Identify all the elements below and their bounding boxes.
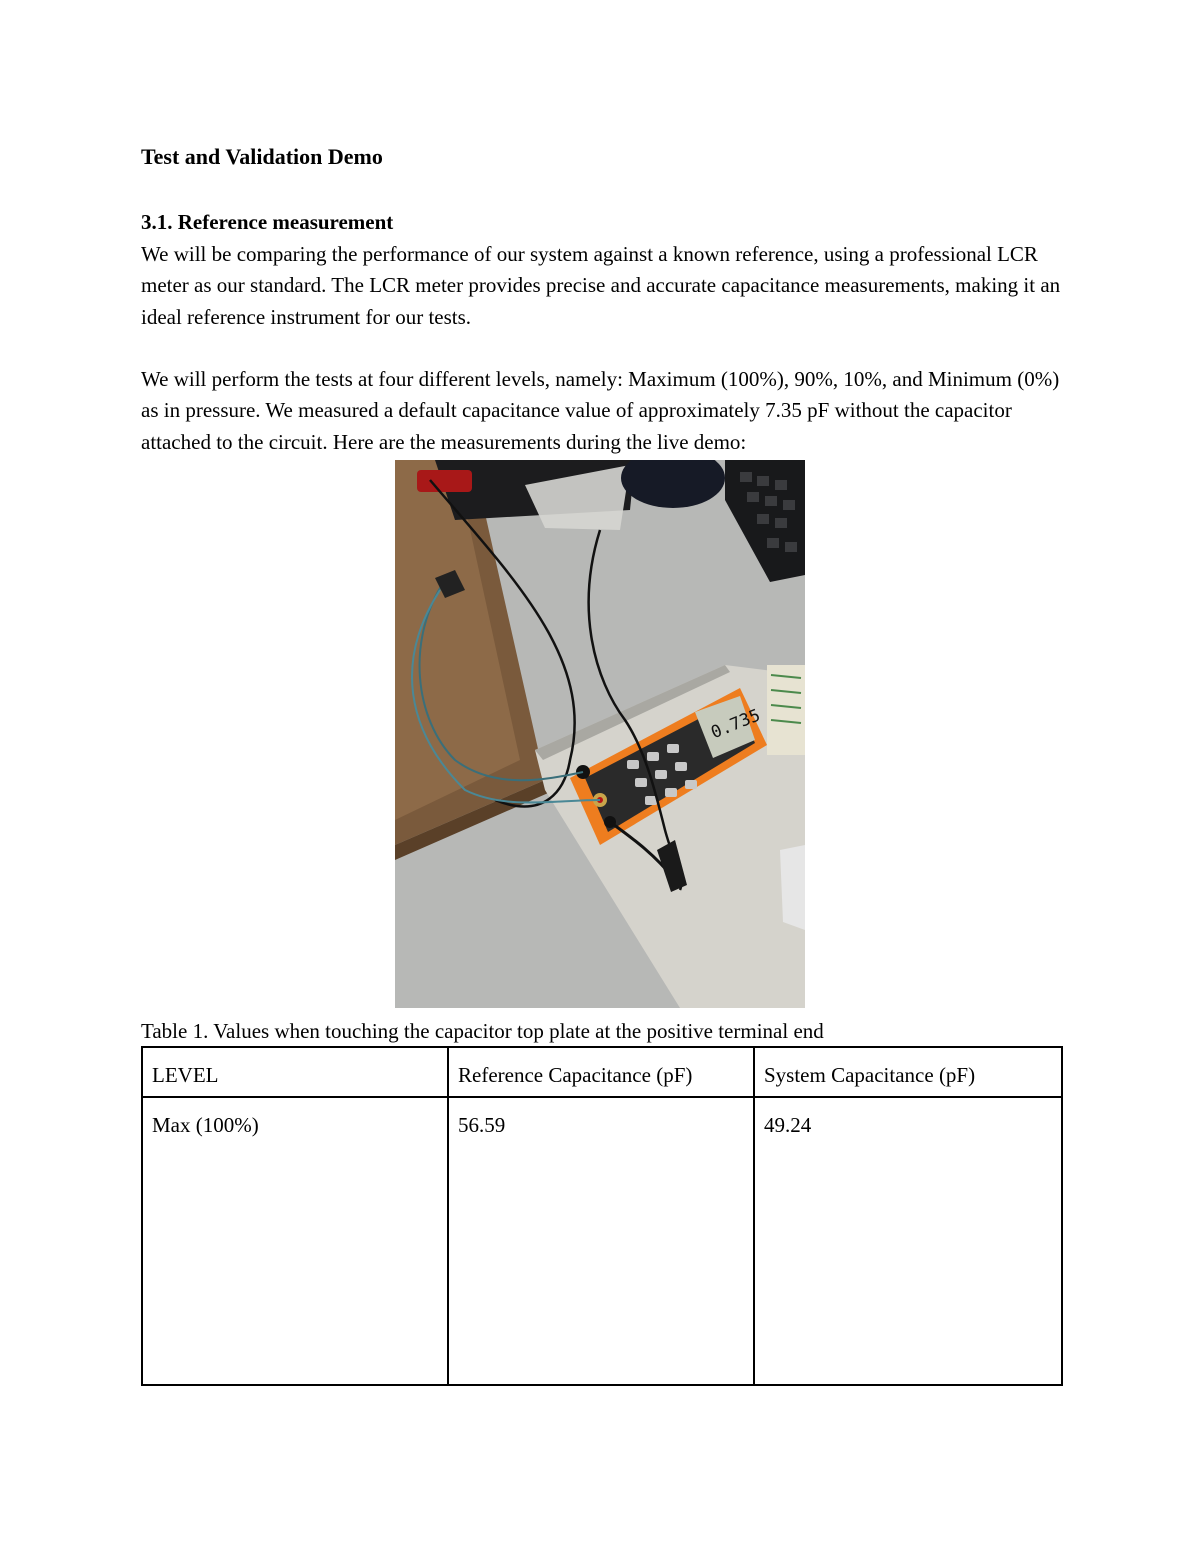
header-level: LEVEL [142,1047,448,1097]
paragraph-test-levels: We will perform the tests at four different levels, namely: Maximum (100%), 90%, 10%, and Minimum (0%) as in pressure. We measured a default capacitance value of approximately 7.35 pF without the capacitor attached to the circuit. Here are the measurements during the live demo: [141,367,1060,454]
capacitance-table [141,1046,1063,1386]
header-reference-capacitance: Reference Capacitance (pF) [448,1047,754,1097]
cell-system-capacitance: 49.24 [754,1097,1062,1385]
document-title: Test and Validation Demo [141,144,383,169]
header-system-capacitance: System Capacitance (pF) [754,1047,1062,1097]
table-header-row [142,1047,1062,1097]
lcr-meter-photo [395,460,805,1008]
table-caption: Table 1. Values when touching the capacitor top plate at the positive terminal end [141,1019,824,1043]
lcr-meter-illustration [395,460,805,1008]
table-row [142,1097,1062,1385]
section-heading: 3.1. Reference measurement [141,210,394,234]
cell-reference-capacitance: 56.59 [448,1097,754,1385]
meter-display-reading: 0.735 [708,705,764,744]
paragraph-reference: We will be comparing the performance of our system against a known reference, using a professional LCR meter as our standard. The LCR meter provides precise and accurate capacitance measurements, making it an ideal reference instrument for our tests. [141,242,1061,329]
cell-level: Max (100%) [142,1097,448,1385]
